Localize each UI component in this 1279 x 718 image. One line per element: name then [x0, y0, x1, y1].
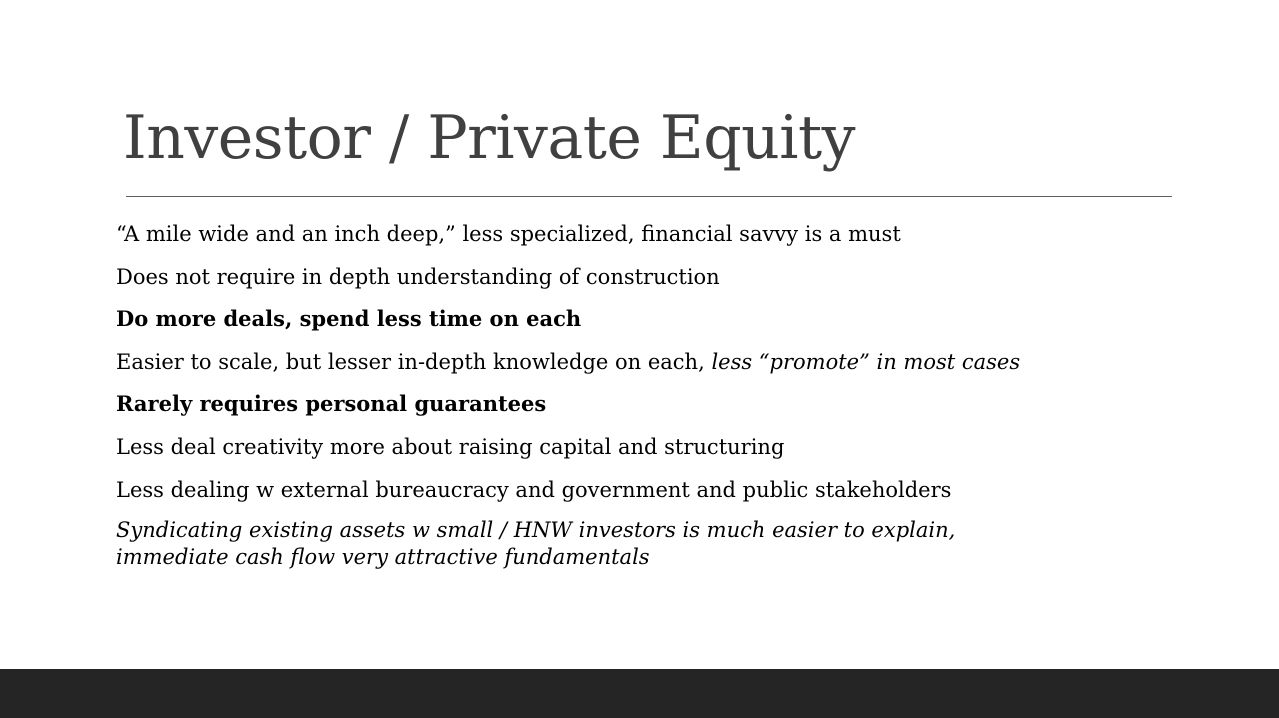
bullet-item-3: Do more deals, spend less time on each	[116, 306, 582, 332]
bullet-item-7: Less dealing w external bureaucracy and government and public stakeholders	[116, 477, 952, 502]
bullet-item-1: “A mile wide and an inch deep,” less specialized, financial savvy is a must	[116, 222, 901, 246]
bullet-item-8	[116, 517, 1116, 571]
bullet-item-6: Less deal creativity more about raising capital and structuring	[116, 434, 785, 459]
title-divider	[126, 196, 1172, 197]
bullet-list	[116, 219, 1216, 584]
bullet-item-4-text: Easier to scale, but lesser in-depth knowledge on each,	[116, 349, 712, 374]
bullet-item-8-line2: immediate cash flow very attractive fundamentals	[116, 545, 650, 570]
bullet-item-8-line1: Syndicating existing assets w small / HNW investors is much easier to explain,	[116, 518, 956, 543]
bullet-item-4	[116, 347, 1216, 377]
bullet-item-4-italic: less “promote” in most cases	[711, 349, 1021, 374]
footer-bar	[0, 669, 1279, 718]
slide-title: Investor / Private Equity	[123, 103, 855, 173]
bullet-item-2: Does not require in depth understanding of construction	[116, 264, 720, 289]
bullet-item-5: Rarely requires personal guarantees	[116, 391, 547, 417]
